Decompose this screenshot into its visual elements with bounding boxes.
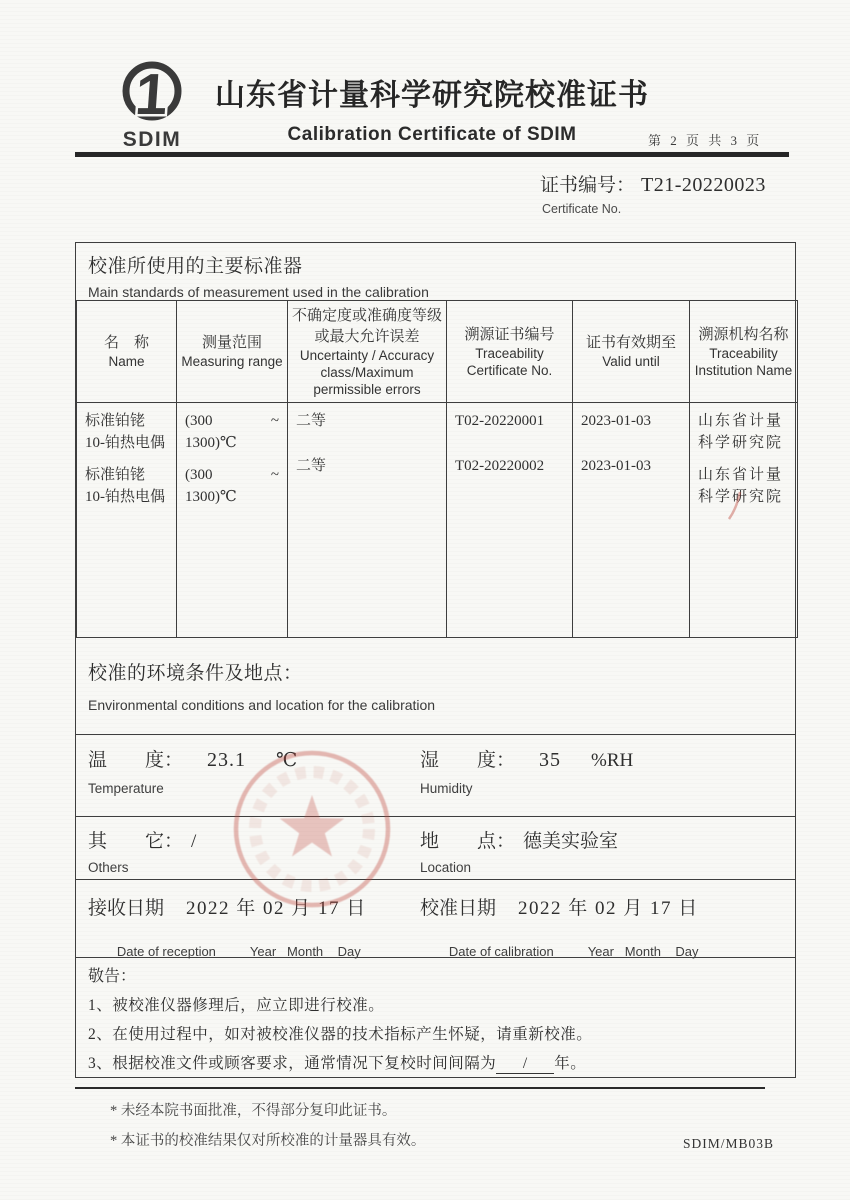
- svg-text:1: 1: [133, 62, 170, 127]
- col-header-name: 名 称 Name: [77, 301, 177, 403]
- notice-title: 敬告：: [88, 968, 137, 985]
- sdim-logo: [106, 58, 198, 157]
- humidity-field: [420, 745, 633, 796]
- temperature-label-en: Temperature: [88, 781, 164, 796]
- header-title-block: [208, 70, 656, 146]
- humidity-value: 35: [539, 749, 562, 771]
- col-header-institution: 溯源机构名称 Traceability Institution Name: [690, 301, 798, 403]
- others-field: [88, 826, 196, 875]
- standards-title-cn: 校准所使用的主要标准器: [88, 256, 303, 277]
- col-header-uncertainty: 不确定度或准确度等级或最大允许误差 Uncertainty / Accuracy class/Maximum permissible errors: [288, 301, 447, 403]
- others-label-en: Others: [88, 860, 129, 875]
- reception-date-value: 2022 年 02 月 17 日: [186, 898, 367, 919]
- standard-name: 标准铂铑 10-铂热电偶: [85, 466, 165, 506]
- certificate-number-label-cn: 证书编号：: [540, 175, 636, 196]
- standard-range: (300 ~ 1300)℃: [185, 412, 279, 452]
- certificate-main-box: [75, 242, 796, 1078]
- reception-date-label-cn: 接收日期: [88, 898, 165, 919]
- calibration-date-units-en: Year Month Day: [587, 944, 699, 959]
- col-header-valid-until: 证书有效期至 Valid until: [573, 301, 690, 403]
- cell-traceability-cert-no: [447, 402, 573, 637]
- footnotes: [110, 1097, 425, 1156]
- location-field: [420, 826, 618, 875]
- sdim-logo-icon: [106, 58, 198, 152]
- standard-accuracy: 二等: [296, 458, 327, 475]
- standard-range: (300 ~ 1300)℃: [185, 466, 279, 506]
- location-value: 德美实验室: [523, 831, 619, 852]
- certificate-number-block: [540, 170, 766, 216]
- certificate-number-label-en: Certificate No.: [542, 202, 622, 216]
- humidity-label-cn: 湿 度：: [420, 750, 516, 771]
- notice-item-3: 3、根据校准文件或顾客要求，通常情况下复校时间间隔为 / 年。: [88, 1055, 587, 1072]
- standards-section-header: [88, 251, 429, 300]
- standard-institution: 山东省计量科学研究院: [698, 412, 784, 452]
- standards-table-body-row: [77, 402, 798, 637]
- calibration-date-field: [420, 893, 699, 974]
- footnote-2: * 本证书的校准结果仅对所校准的计量器具有效。: [110, 1132, 426, 1149]
- others-label-cn: 其 它：: [88, 831, 184, 852]
- standards-title-en: Main standards of measurement used in the calibration: [88, 284, 429, 300]
- section-divider: [76, 816, 795, 817]
- humidity-label-en: Humidity: [420, 781, 473, 796]
- standard-institution: 山东省计量科学研究院: [698, 466, 784, 506]
- notice-section: [88, 963, 783, 1074]
- footnote-1: * 未经本院书面批准，不得部分复印此证书。: [110, 1103, 397, 1119]
- section-divider: [76, 957, 795, 958]
- temperature-value: 23.1: [207, 749, 247, 771]
- standards-table: [76, 300, 798, 638]
- humidity-unit: %RH: [591, 750, 634, 771]
- cell-accuracy-class: [288, 402, 447, 637]
- section-divider: [76, 734, 795, 735]
- reception-date-units-en: Year Month Day: [249, 944, 361, 959]
- title-cn: 山东省计量科学研究院校准证书: [215, 79, 649, 112]
- form-code: SDIM/MB03B: [683, 1136, 775, 1151]
- environment-section-header: [88, 658, 435, 713]
- reception-date-label-en: Date of reception: [116, 944, 216, 959]
- temperature-field: [88, 745, 297, 796]
- temperature-label-cn: 温 度：: [88, 750, 184, 771]
- cell-name: [77, 402, 177, 637]
- standard-accuracy: 二等: [296, 412, 327, 429]
- notice-item-1: 1、被校准仪器修理后，应立即进行校准。: [88, 997, 385, 1014]
- calibration-date-label-cn: 校准日期: [420, 898, 497, 919]
- notice-item-2: 2、在使用过程中，如对被校准仪器的技术指标产生怀疑，请重新校准。: [88, 1026, 593, 1043]
- standard-cert-no: T02-20220002: [455, 458, 545, 475]
- standard-valid-until: 2023-01-03: [581, 458, 651, 475]
- col-header-traceability-cert-no: 溯源证书编号 Traceability Certificate No.: [447, 301, 573, 403]
- cell-institution: [690, 402, 798, 637]
- calibration-date-value: 2022 年 02 月 17 日: [518, 898, 699, 919]
- certificate-number-value: T21-20220023: [641, 174, 766, 196]
- environment-title-en: Environmental conditions and location for the calibration: [88, 697, 436, 713]
- environment-title-cn: 校准的环境条件及地点：: [88, 663, 303, 684]
- standard-valid-until: 2023-01-03: [581, 412, 651, 429]
- calibration-date-label-en: Date of calibration: [448, 944, 554, 959]
- col-header-measuring-range: 测量范围 Measuring range: [177, 301, 288, 403]
- standards-table-header-row: [77, 301, 798, 403]
- standard-name: 标准铂铑 10-铂热电偶: [85, 412, 165, 452]
- cell-valid-until: [573, 402, 690, 637]
- header-divider: [75, 152, 789, 157]
- logo-text: SDIM: [122, 128, 182, 151]
- standard-cert-no: T02-20220001: [455, 412, 545, 429]
- location-label-cn: 地 点：: [420, 831, 516, 852]
- temperature-unit: ℃: [276, 750, 298, 771]
- recalibration-interval-blank: /: [496, 1055, 554, 1074]
- title-en: Calibration Certificate of SDIM: [287, 124, 577, 145]
- section-divider: [76, 879, 795, 880]
- cell-measuring-range: [177, 402, 288, 637]
- box-bottom-rule: [75, 1087, 765, 1089]
- location-label-en: Location: [420, 860, 472, 875]
- reception-date-field: [88, 893, 367, 974]
- page-number: 第 2 页 共 3 页: [648, 133, 763, 148]
- others-value: /: [191, 831, 197, 852]
